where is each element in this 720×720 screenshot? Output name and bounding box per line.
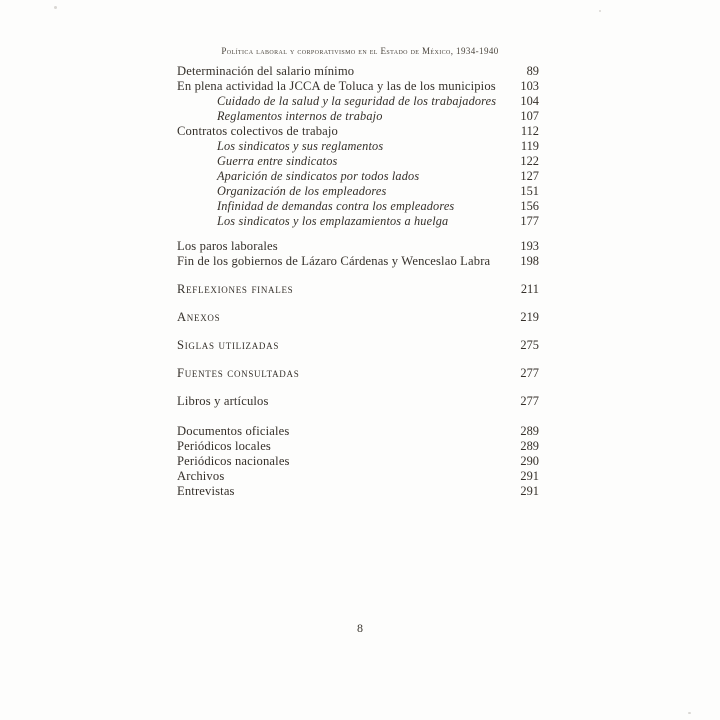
toc-entry-page: 89 [526,64,539,78]
toc-entry-label: Reglamentos internos de trabajo [217,109,383,123]
toc-entry [177,469,539,484]
toc-entry [177,169,539,184]
toc-entry [177,214,539,229]
toc-entry [177,282,539,297]
toc-entry-page: 107 [520,109,539,123]
toc-entry-page: 290 [520,454,539,468]
toc-entry [177,139,539,154]
toc-entry [177,94,539,109]
toc-entry [177,239,539,254]
toc-entry [177,199,539,214]
toc-entry-label: Contratos colectivos de trabajo [177,124,338,138]
toc-entry-page: 112 [520,124,539,138]
toc-entry-label: Aparición de sindicatos por todos lados [217,169,420,183]
toc-group [177,282,539,297]
toc-entry-label: Entrevistas [177,484,235,498]
toc-entry [177,484,539,499]
page-number: 8 [357,621,363,635]
toc-entry-label: Infinidad de demandas contra los empleadores [217,199,455,213]
toc-entry-label: Los sindicatos y los emplazamientos a huelga [217,214,449,228]
toc-entry [177,439,539,454]
toc-entry-page: 156 [520,199,539,213]
toc-entry-page: 277 [520,366,539,380]
toc-entry-label: Anexos [177,310,221,324]
toc-entry-page: 177 [520,214,539,228]
toc-entry [177,454,539,469]
toc-entry-page: 291 [520,469,539,483]
toc-entry-page: 289 [520,424,539,438]
toc [177,64,539,499]
toc-entry [177,184,539,199]
toc-entry-page: 193 [520,239,539,253]
toc-group [177,424,539,499]
scan-speck [688,712,691,714]
toc-group [177,366,539,381]
toc-entry-label: Documentos oficiales [177,424,290,438]
toc-group [177,394,539,409]
toc-entry-label: Archivos [177,469,225,483]
toc-entry-label: Guerra entre sindicatos [217,154,338,168]
toc-entry-label: Libros y artículos [177,394,269,408]
toc-entry-page: 127 [520,169,539,183]
toc-entry-page: 103 [520,79,539,93]
toc-entry-page: 151 [520,184,539,198]
running-header: Política laboral y corporativismo en el Estado de México, 1934-1940 [221,46,499,56]
toc-group [177,239,539,269]
toc-entry [177,366,539,381]
toc-entry-label: Fin de los gobiernos de Lázaro Cárdenas y Wenceslao Labra [177,254,491,268]
toc-entry-label: Periódicos locales [177,439,271,453]
toc-entry-page: 291 [520,484,539,498]
toc-entry [177,394,539,409]
toc-entry-label: Cuidado de la salud y la seguridad de los trabajadores [217,94,497,108]
toc-entry [177,154,539,169]
toc-entry [177,64,539,79]
toc-entry-label: Organización de los empleadores [217,184,387,198]
toc-entry-label: Reflexiones finales [177,282,294,296]
toc-entry-page: 119 [520,139,539,153]
toc-group [177,64,539,229]
toc-entry-label: Periódicos nacionales [177,454,290,468]
toc-entry-page: 104 [520,94,539,108]
toc-entry-label: Determinación del salario mínimo [177,64,355,78]
toc-entry-page: 198 [520,254,539,268]
toc-entry [177,254,539,269]
toc-entry-page: 219 [520,310,539,324]
toc-group [177,338,539,353]
toc-entry-label: En plena actividad la JCCA de Toluca y las de los municipios [177,79,496,93]
toc-entry-page: 277 [520,394,539,408]
toc-entry-page: 211 [520,282,539,296]
scan-speck [54,6,57,9]
toc-entry-page: 122 [520,154,539,168]
toc-entry [177,424,539,439]
toc-entry [177,109,539,124]
toc-entry [177,124,539,139]
toc-group [177,310,539,325]
toc-entry [177,310,539,325]
toc-entry-label: Fuentes consultadas [177,366,300,380]
toc-entry-page: 289 [520,439,539,453]
toc-entry-label: Los sindicatos y sus reglamentos [217,139,384,153]
toc-entry-label: Los paros laborales [177,239,278,253]
toc-entry-label: Siglas utilizadas [177,338,280,352]
toc-entry [177,79,539,94]
toc-entry [177,338,539,353]
toc-entry-page: 275 [520,338,539,352]
scan-speck [599,10,601,12]
